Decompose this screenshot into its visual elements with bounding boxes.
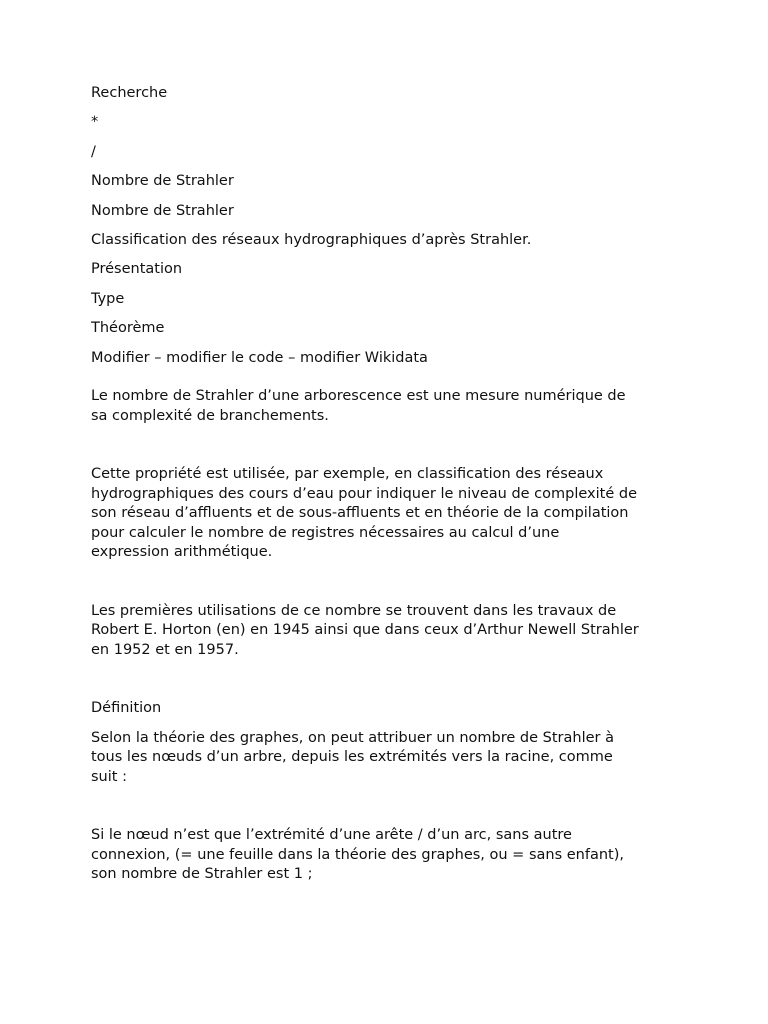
infobox-heading: Présentation	[91, 261, 183, 278]
document-page	[91, 84, 691, 885]
page-title: Nombre de Strahler	[91, 173, 234, 190]
definition-heading: Définition	[91, 700, 162, 717]
definition-paragraph: Selon la théorie des graphes, on peut attribuer un nombre de Strahler à tous les nœuds d’un arbre, depuis les extrémités vers la racine, comme suit :	[91, 729, 614, 785]
search-label: Recherche	[91, 85, 168, 101]
infobox-type-label: Type	[91, 290, 125, 307]
article-title: Nombre de Strahler	[91, 202, 234, 219]
asterisk-line: *	[91, 114, 99, 131]
edit-links: Modifier – modifier le code – modifier Wikidata	[91, 349, 428, 366]
usage-paragraph: Cette propriété est utilisée, par exemple, en classification des réseaux hydrographiques des cours d’eau pour indiquer le niveau de complexité de son réseau d’affluents et de sous-affluents et en théorie de la compilation pour calculer le nombre de registres nécessaires au calcul d’une expression arithmétique.	[91, 466, 637, 561]
leaf-rule-paragraph: Si le nœud n’est que l’extrémité d’une arête / d’un arc, sans autre connexion, (= une feuille dans la théorie des graphes, ou = sans enfant), son nombre de Strahler est 1 ;	[91, 827, 624, 883]
history-paragraph: Les premières utilisations de ce nombre se trouvent dans les travaux de Robert E. Horton (en) en 1945 ainsi que dans ceux d’Arthur Newell Strahler en 1952 et en 1957.	[91, 602, 639, 658]
header-block	[91, 84, 691, 368]
slash-line: /	[91, 143, 96, 160]
intro-paragraph: Le nombre de Strahler d’une arborescence est une mesure numérique de sa complexité de branchements.	[91, 388, 626, 424]
image-caption: Classification des réseaux hydrographiques d’après Strahler.	[91, 231, 532, 248]
infobox-type-value: Théorème	[91, 320, 165, 337]
